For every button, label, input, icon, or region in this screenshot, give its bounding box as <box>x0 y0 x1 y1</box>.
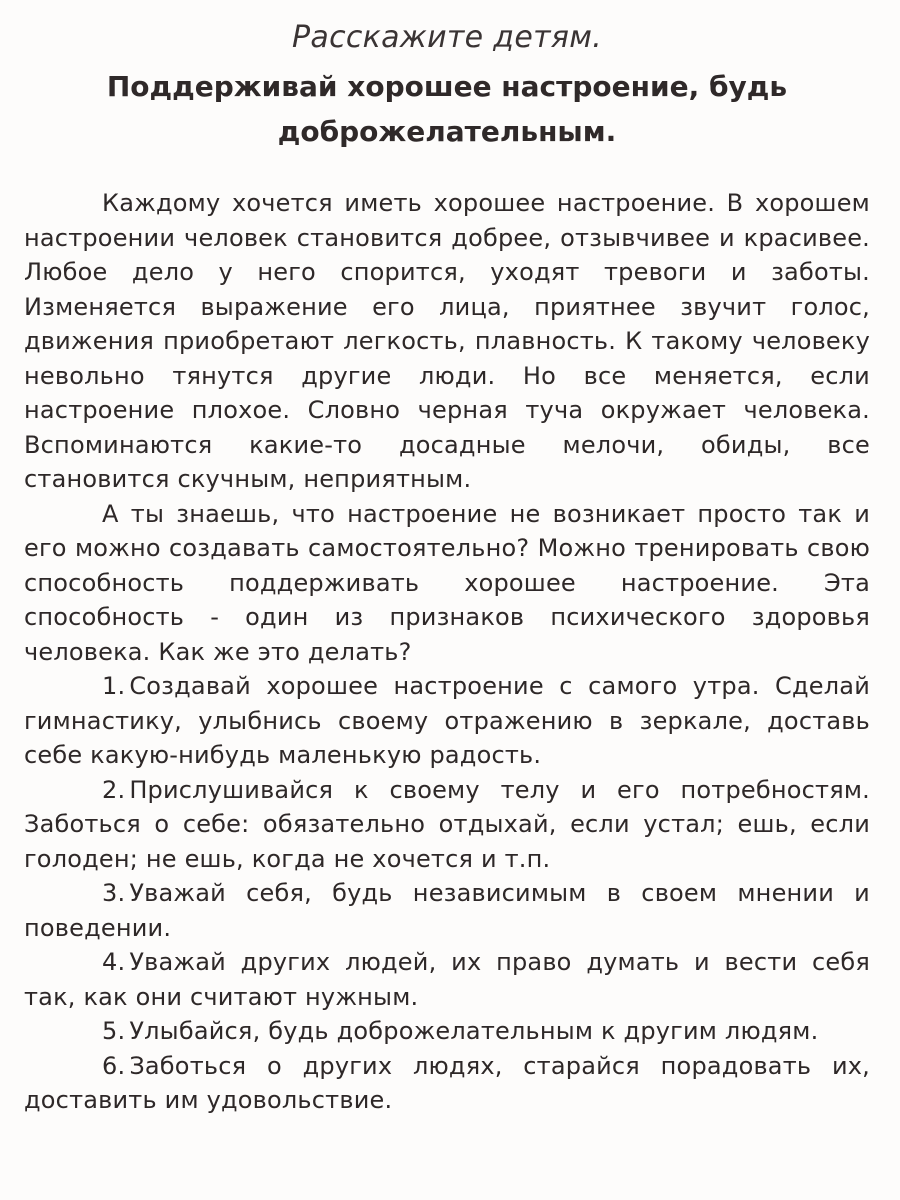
list-item-6 <box>24 1049 870 1118</box>
list-item-text: Уважай себя, будь независимым в своем мнении и поведении. <box>24 879 870 942</box>
list-item-text: Уважай других людей, их право думать и вести себя так, как они считают нужным. <box>24 948 870 1011</box>
list-item-number: 5. <box>102 1017 126 1045</box>
list-item-number: 6. <box>102 1051 126 1080</box>
list-item-text: Прислушивайся к своему телу и его потребностям. Заботься о себе: обязательно отдыхай, если устал; ешь, если голоден; не ешь, когда не хочется и т.п. <box>24 775 870 873</box>
list-item-text: Создавай хорошее настроение с самого утра. Сделай гимнастику, улыбнись своему отражению в зеркале, доставь себе какую-нибудь маленькую радость. <box>24 672 870 769</box>
list-item-text: Улыбайся, будь доброжелательным к другим людям. <box>129 1017 819 1045</box>
list-item-2 <box>24 773 870 877</box>
intro-line: Расскажите детям. <box>292 20 602 55</box>
list-item-1 <box>24 669 870 773</box>
list-item-4 <box>24 945 870 1014</box>
list-item-3 <box>24 876 870 945</box>
paragraph-2: А ты знаешь, что настроение не возникает просто так и его можно создавать самостоятельно? Можно тренировать свою способность поддерживать хорошее настроение. Эта способность - один из признаков психического здоровья человека. Как же это делать? <box>24 499 870 666</box>
list-item-number: 4. <box>102 948 126 976</box>
list-item-number: 3. <box>102 879 126 907</box>
list-item-5 <box>24 1014 870 1049</box>
paragraph-1: Каждому хочется иметь хорошее настроение. В хорошем настроении человек становится добрее, отзывчивее и красивее. Любое дело у него спорится, уходят тревоги и заботы. Изменяется выражение его лица, приятнее звучит голос, движения приобретают легкость, плавность. К такому человеку невольно тянутся другие люди. Но все меняется, если настроение плохое. Словно черная туча окружает человека. Вспоминаются какие-то досадные мелочи, обиды, все становится скучным, неприятным. <box>24 189 870 493</box>
list-item-text: Заботься о других людях, старайся порадовать их, доставить им удовольствие. <box>24 1051 870 1114</box>
list-item-number: 2. <box>102 775 126 804</box>
list-item-number: 1. <box>102 672 126 700</box>
page-title: Поддерживай хорошее настроение, будь доброжелательным. <box>106 70 788 148</box>
body-text <box>24 186 870 1118</box>
